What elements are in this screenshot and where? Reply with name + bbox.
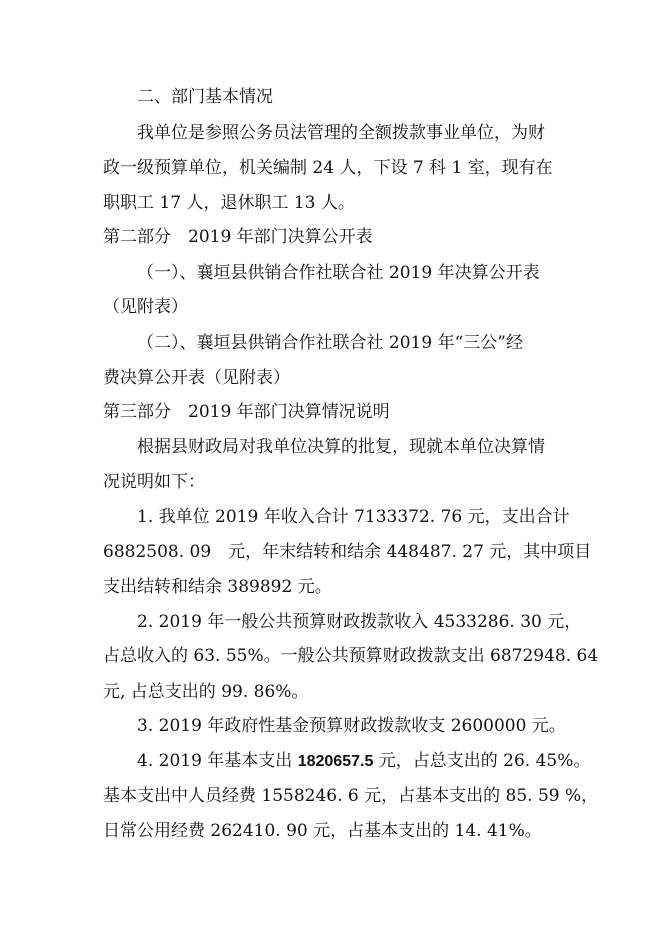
basic-info-line-3: 职职工 17 人，退休职工 13 人。	[103, 193, 355, 213]
item-2-line-3: 元, 占总支出的 99. 86%。	[103, 682, 309, 702]
item-2-line-1: 2. 2019 年一般公共预算财政拨款收入 4533286. 30 元，	[137, 612, 582, 632]
item-4-line-3: 日常公用经费 262410. 90 元，占基本支出的 14. 41%。	[103, 821, 542, 841]
item-1-line-3: 支出结转和结余 389892 元。	[103, 577, 332, 597]
basic-expenditure-amount: 1820657.5	[297, 753, 374, 770]
item-4-prefix: 4. 2019 年基本支出	[137, 751, 298, 771]
item-4-suffix: 元，占总支出的 26. 45%。	[373, 751, 591, 771]
part-three-heading: 第三部分 2019 年部门决算情况说明	[103, 402, 390, 422]
part-two-item-2-line-1: （二）、襄垣县供销合作社联合社 2019 年“三公”经	[137, 333, 523, 353]
part-three-intro-line-1: 根据县财政局对我单位决算的批复，现就本单位决算情	[137, 437, 545, 457]
part-two-item-2-line-2: 费决算公开表（见附表）	[103, 368, 290, 388]
item-2-line-2: 占总收入的 63. 55%。一般公共预算财政拨款支出 6872948. 64	[103, 646, 599, 666]
basic-info-line-2: 政一级预算单位，机关编制 24 人，下设 7 科 1 室，现有在	[103, 158, 553, 178]
item-1-line-1: 1. 我单位 2019 年收入合计 7133372. 76 元，支出合计	[137, 507, 570, 527]
item-3-line-1: 3. 2019 年政府性基金预算财政拨款收支 2600000 元。	[137, 716, 566, 736]
part-two-item-1-line-1: （一）、襄垣县供销合作社联合社 2019 年决算公开表	[137, 263, 540, 283]
item-1-line-2: 6882508. 09 元，年末结转和结余 448487. 27 元，其中项目	[103, 542, 592, 562]
part-three-intro-line-2: 况说明如下：	[103, 472, 205, 492]
item-4-line-1	[137, 750, 590, 773]
part-two-heading: 第二部分 2019 年部门决算公开表	[103, 227, 373, 247]
item-4-line-2: 基本支出中人员经费 1558246. 6 元，占基本支出的 85. 59 %，	[103, 786, 599, 806]
part-two-item-1-line-2: （见附表）	[103, 297, 188, 317]
basic-info-line-1: 我单位是参照公务员法管理的全额拨款事业单位，为财	[137, 123, 545, 143]
section-heading-basic-info: 二、部门基本情况	[137, 87, 273, 107]
